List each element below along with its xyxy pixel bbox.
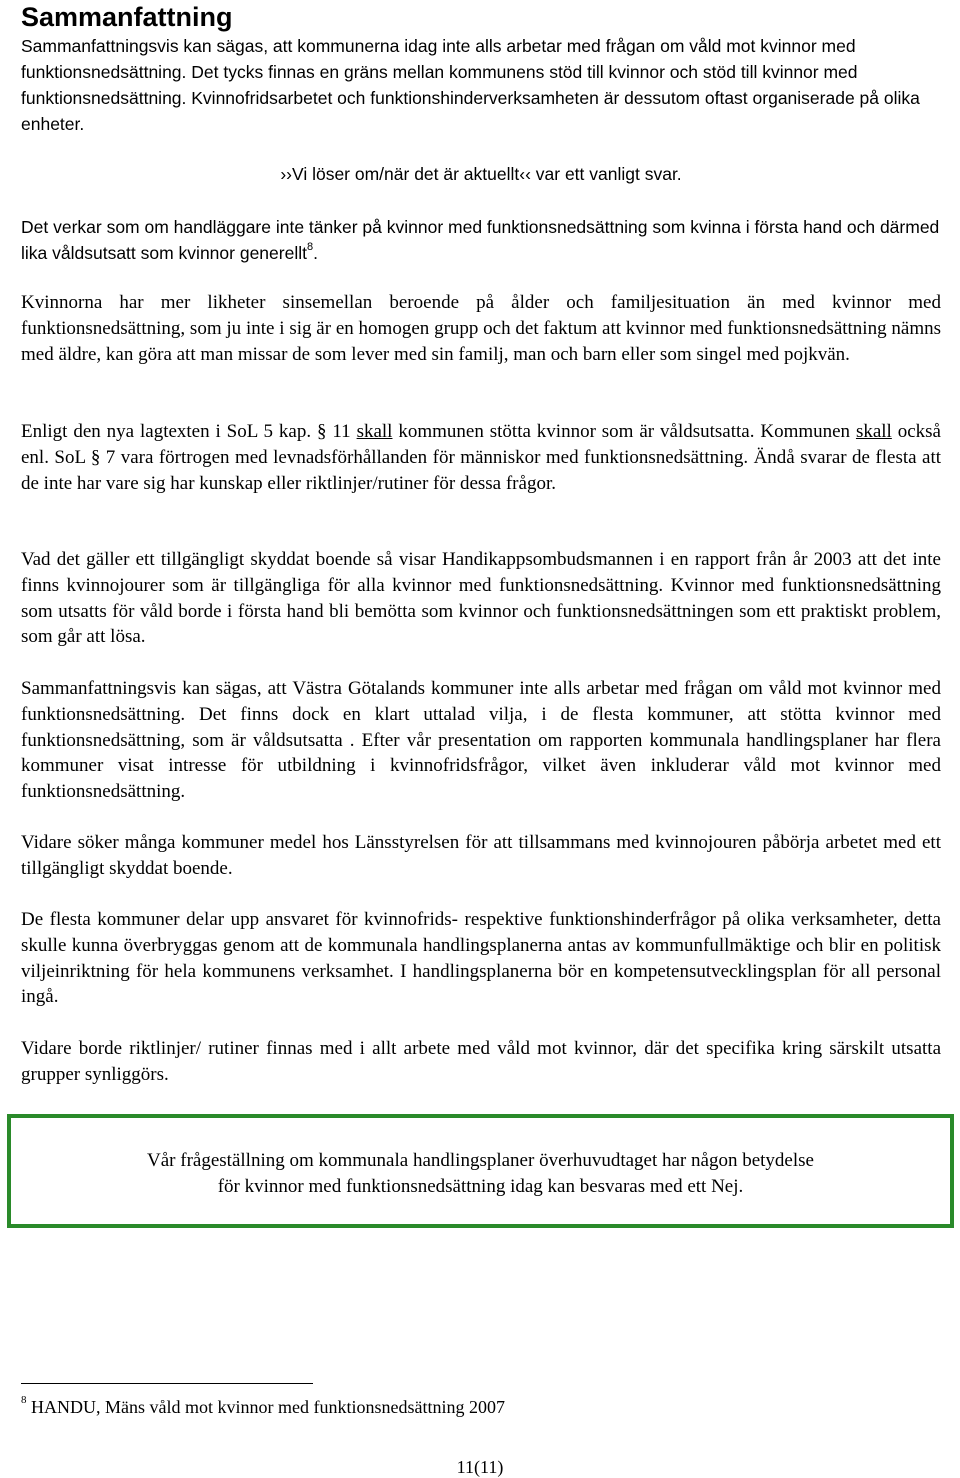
conclusion-box	[7, 1114, 954, 1228]
conclusion-text	[11, 1148, 950, 1200]
paragraph-likheter: Kvinnorna har mer likheter sinsemellan beroende på ålder och familjesituation än med kvinnor med funktionsnedsättning, som ju inte i sig är en homogen grupp och det faktum att kvinnor med funktionsnedsättning nämns med äldre, kan göra att man missar de som lever med sin familj, man och barn eller som singel med pojkvän.	[21, 292, 941, 365]
footnote-separator	[21, 1383, 313, 1384]
quote-line: ››Vi löser om/när det är aktuellt‹‹ var ett vanligt svar.	[280, 164, 682, 184]
paragraph-lagtext	[21, 419, 941, 496]
conclusion-line-2: för kvinnor med funktionsnedsättning idag kan besvaras med ett Nej.	[217, 1176, 744, 1197]
paragraph-text-c: också enl. SoL § 7 vara förtrogen med levnadsförhållanden för människor med funktionsnedsättning. Ändå svarar de flesta att de inte har vare sig har kunskap eller riktlinjer/rutiner för dessa frågor.	[21, 421, 941, 494]
paragraph-end: .	[313, 243, 318, 263]
paragraph-ansvar: De flesta kommuner delar upp ansvaret för kvinnofrids- respektive funktionshinderfrågor på olika verksamheter, detta skulle kunna överbryggas genom att de kommunala handlingsplanerna antas av kommunfullmäktige och blir en politisk viljeinriktning för hela kommunens verksamhet. I handlingsplanerna bör en kompetensutvecklingsplan för all personal ingå.	[21, 909, 941, 1008]
paragraph-text-a: Enligt den nya lagtexten i SoL 5 kap. § 11	[21, 421, 357, 442]
paragraph-handlaggare	[21, 214, 941, 266]
footnote	[21, 1395, 505, 1419]
underlined-skall: skall	[356, 421, 393, 442]
section-heading: Sammanfattning	[21, 2, 233, 32]
conclusion-line-1: Vår frågeställning om kommunala handlingsplaner överhuvudtaget har någon betydelse	[147, 1150, 814, 1171]
intro-paragraph: Sammanfattningsvis kan sägas, att kommunerna idag inte alls arbetar med frågan om våld mot kvinnor med funktionsnedsättning. Det tycks finnas en gräns mellan kommunens stöd till kvinnor och stöd till kvinnor med funktionsnedsättning. Kvinnofridsarbetet och funktionshinderverksamheten är dessutom oftast organiserade på olika enheter.	[21, 36, 920, 134]
paragraph-text-b: kommunen stötta kvinnor som är våldsutsatta. Kommunen	[392, 421, 856, 442]
footnote-reference: 8	[306, 241, 314, 254]
page-number: 11(11)	[456, 1457, 504, 1477]
paragraph-lansstyrelsen: Vidare söker många kommuner medel hos Länsstyrelsen för att tillsammans med kvinnojouren påbörja arbetet med ett tillgängligt skyddat boende.	[21, 832, 941, 879]
footnote-text: HANDU, Mäns våld mot kvinnor med funktionsnedsättning 2007	[31, 1397, 505, 1417]
paragraph-text: Det verkar som om handläggare inte tänker på kvinnor med funktionsnedsättning som kvinna i första hand och därmed lika våldsutsatt som kvinnor generellt	[21, 217, 940, 263]
underlined-skall: skall	[855, 421, 892, 442]
footnote-number: 8	[21, 1394, 27, 1406]
paragraph-skyddat-boende: Vad det gäller ett tillgängligt skyddat boende så visar Handikappsombudsmannen i en rapport från år 2003 att det inte finns kvinnojourer som är tillgängliga för alla kvinnor med funktionsnedsättning. Kvinnor med funktionsnedsättning som utsatts för våld borde i första hand bli bemötta som kvinnor och funktionsnedsättningen som ett praktiskt problem, som går att lösa.	[21, 549, 941, 648]
paragraph-vastra-gotaland: Sammanfattningsvis kan sägas, att Västra Götalands kommuner inte alls arbetar med frågan om våld mot kvinnor med funktionsnedsättning. Det finns dock en klart uttalad vilja, i de flesta kommuner, att stötta kvinnor med funktionsnedsättning, som är våldsutsatta . Efter vår presentation om rapporten kommunala handlingsplaner har flera kommuner visat intresse för utbildning i kvinnofridsfrågor, vilket även inkluderar våld mot kvinnor med funktionsnedsättning.	[21, 678, 941, 803]
paragraph-riktlinjer: Vidare borde riktlinjer/ rutiner finnas med i allt arbete med våld mot kvinnor, där det specifika kring särskilt utsatta grupper synliggörs.	[21, 1038, 941, 1085]
